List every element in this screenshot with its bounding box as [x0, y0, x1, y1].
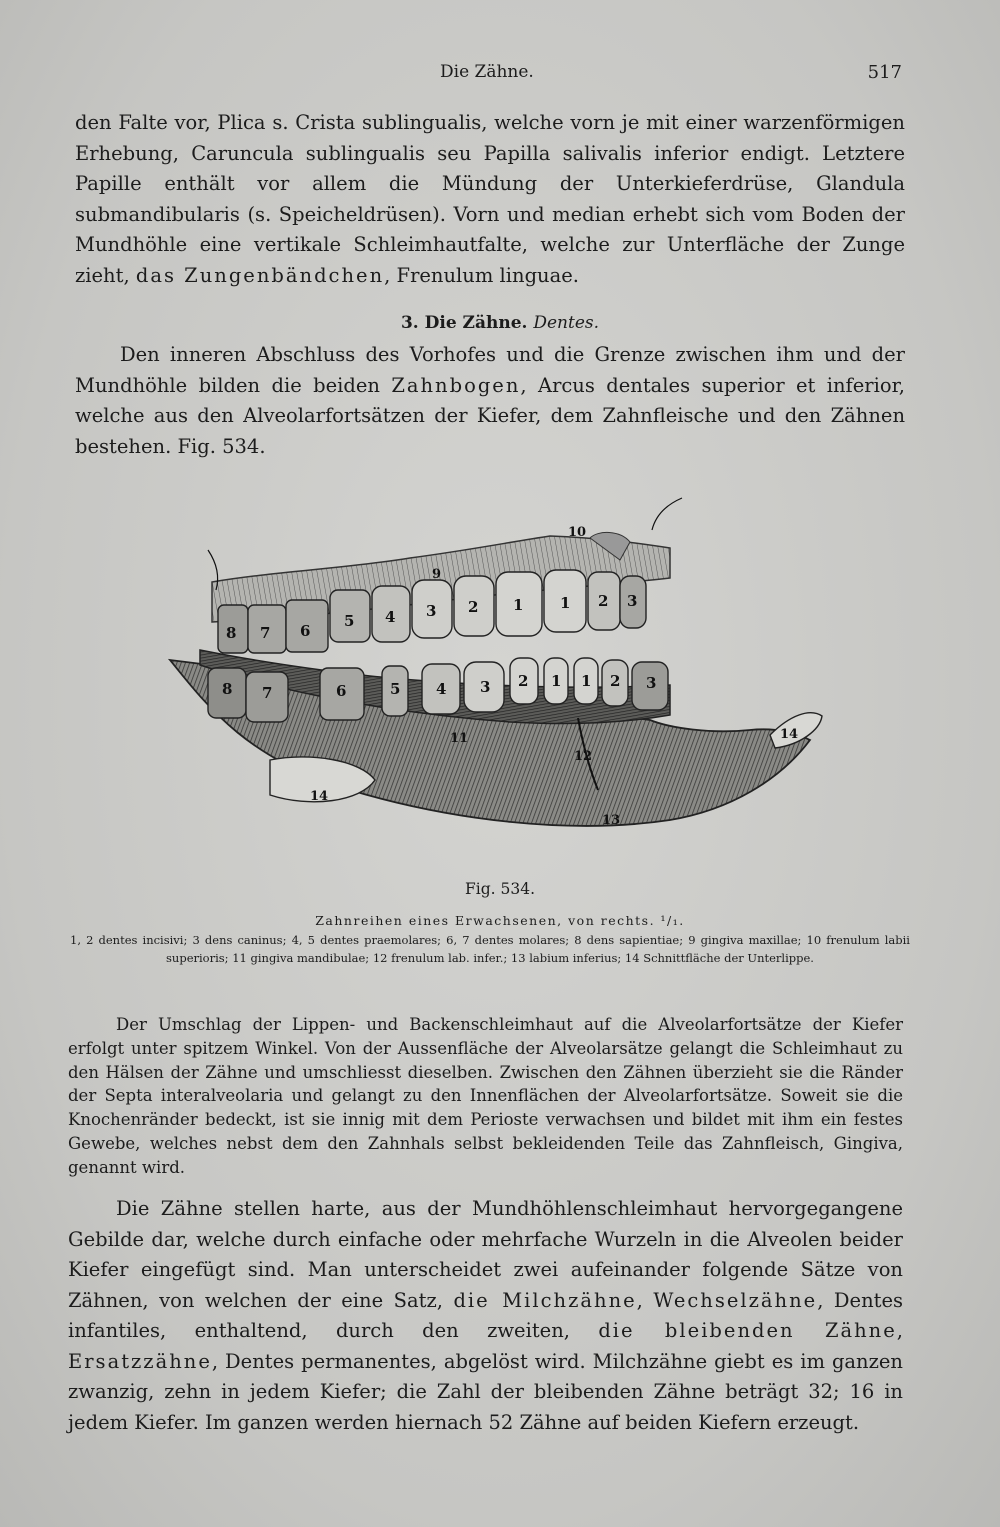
callout-10: 10	[568, 525, 587, 540]
paragraph-4-spaced-2: Wechselzähne	[653, 1288, 818, 1312]
callout-14-left: 14	[310, 789, 329, 804]
paragraph-1	[75, 108, 905, 291]
figure-legend: 1, 2 dentes incisivi; 3 dens caninus; 4, 5 dentes praemolares; 6, 7 dentes molares; 8 dens sapientiae; 9 gingiva maxillae; 10 frenulum labii superioris; 11 gingiva mandibulae; 12 frenulum lab. infer.; 13 labium inferius; 14 Schnittfläche der Unterlippe.	[70, 933, 910, 965]
figure-title: Zahnreihen eines Erwachsenen, von rechts. ¹/₁.	[315, 913, 685, 928]
paragraph-4-text-4: ,	[896, 1319, 903, 1342]
figure-label: Fig. 534.	[465, 880, 535, 898]
lower-tooth-number: 7	[262, 684, 273, 702]
upper-tooth-number: 7	[260, 624, 271, 642]
lower-tooth-number: 1	[551, 672, 562, 690]
lower-tooth-number: 1	[581, 672, 592, 690]
upper-tooth-number: 2	[468, 598, 479, 616]
upper-tooth-number: 6	[300, 622, 311, 640]
upper-tooth-number: 3	[627, 592, 638, 610]
upper-tooth-number: 1	[513, 596, 524, 614]
paragraph-4-spaced-1: die Milchzähne	[453, 1288, 637, 1312]
callout-13: 13	[602, 813, 621, 828]
page-number: 517	[867, 62, 902, 83]
section-title: 3. Die Zähne.	[400, 313, 528, 333]
paragraph-4-spaced-4: Ersatzzähne	[68, 1349, 212, 1373]
upper-tooth-number: 1	[560, 594, 571, 612]
section-latin-title: Dentes.	[533, 313, 600, 333]
lower-tooth-number: 2	[518, 672, 529, 690]
paragraph-1-text-b: , Frenulum linguae.	[384, 263, 579, 287]
lower-tooth-number: 3	[646, 674, 657, 692]
upper-tooth-number: 4	[385, 608, 396, 626]
dental-arches-illustration	[150, 490, 870, 850]
callout-9: 9	[432, 567, 442, 582]
callout-10-leader	[652, 498, 682, 530]
paragraph-2-spaced-term: Zahnbogen	[391, 373, 521, 397]
lower-tooth-number: 3	[480, 678, 491, 696]
lower-tooth-number: 4	[436, 680, 447, 698]
section-heading	[0, 313, 1000, 333]
callout-14-right: 14	[780, 727, 799, 742]
lower-tooth-number: 2	[610, 672, 621, 690]
paragraph-4-text-2: ,	[636, 1288, 654, 1312]
paragraph-4-text-1: Die Zähne stellen harte, aus der Mundhöhlenschleimhaut hervorgegangene Gebilde dar, welche durch einfache oder mehrfache Wurzeln in die Alveolen beider Kiefer eingefügt sind. Man unterscheidet zwei aufeinander folgende Sätze von Zähnen, von welchen der eine Satz,	[68, 1197, 903, 1312]
callout-11: 11	[450, 731, 469, 746]
callout-12: 12	[574, 749, 593, 764]
paragraph-2-text-b: , Arcus dentales superior et inferior, welche aus den Alveolarfortsätzen der Kiefer, dem Zahnfleische und den Zähnen bestehen. Fig. 534.	[75, 373, 905, 458]
paragraph-4-spaced-3: die bleibenden Zähne	[598, 1319, 897, 1342]
paragraph-4-text-3: , Dentes infantiles, enthaltend, durch den zweiten,	[68, 1288, 904, 1342]
upper-tooth-number: 3	[426, 602, 437, 620]
paragraph-2-text-a: Den inneren Abschluss des Vorhofes und die Grenze zwischen ihm und der Mundhöhle bilden die beiden	[75, 343, 905, 397]
lower-tooth-number: 5	[390, 680, 401, 698]
paragraph-1-text-a: den Falte vor, Plica s. Crista sublingualis, welche vorn je mit einer warzenförmigen Erhebung, Caruncula sublingualis seu Papilla salivalis inferior endigt. Letztere Papille enthält vor allem die Mündung der Unterkieferdrüse, Glandula submandibularis (s. Speicheldrüsen). Vorn und median erhebt sich vom Boden der Mundhöhle eine vertikale Schleimhautfalte, welche zur Unterfläche der Zunge zieht,	[75, 111, 905, 287]
lower-tooth-number: 6	[336, 682, 347, 700]
paragraph-2	[75, 340, 905, 462]
running-head	[0, 62, 1000, 86]
lower-tooth-number: 8	[222, 680, 233, 698]
paragraph-1-spaced-term: das Zungenbändchen	[135, 263, 385, 287]
paragraph-3: Der Umschlag der Lippen- und Backenschleimhaut auf die Alveolarfortsätze der Kiefer erfolgt unter spitzem Winkel. Von der Aussenfläche der Alveolarsätze gelangt die Schleimhaut zu den Hälsen der Zähne und umschliesst dieselben. Zwischen den Zähnen überzieht sie die Ränder der Septa interalveolaria und gelangt zu den Innenflächen der Alveolarfortsätze. Soweit sie die Knochenränder bedeckt, ist sie innig mit dem Perioste verwachsen und bildet mit ihm ein festes Gewebe, welches nebst dem den Zahnhals selbst bekleidenden Teile das Zahnfleisch, Gingiva, genannt wird.	[68, 1015, 903, 1177]
running-title: Die Zähne.	[440, 62, 534, 82]
paragraph-4	[68, 1194, 903, 1438]
paragraph-4-text-5: , Dentes permanentes, abgelöst wird. Milchzähne giebt es im ganzen zwanzig, zehn in jedem Kiefer; die Zahl der bleibenden Zähne beträgt 32; 16 in jedem Kiefer. Im ganzen werden hiernach 52 Zähne auf beiden Kiefern erzeugt.	[68, 1349, 903, 1434]
upper-tooth-number: 8	[226, 624, 237, 642]
upper-tooth-number: 5	[344, 612, 355, 630]
upper-tooth-number: 2	[598, 592, 609, 610]
